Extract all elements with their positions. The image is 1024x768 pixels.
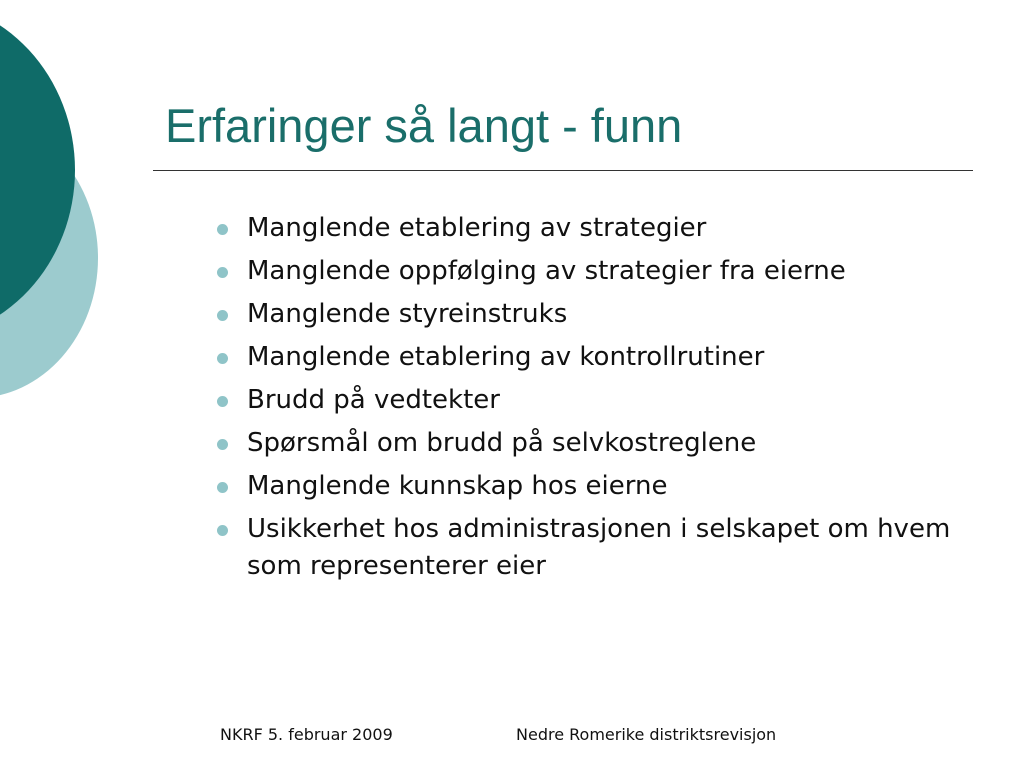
bullet-item	[216, 382, 956, 419]
bullet-list	[216, 210, 956, 591]
slide-title: Erfaringer så langt - funn	[165, 99, 683, 152]
bullet-dot-icon	[217, 224, 228, 235]
bullet-dot-icon	[217, 439, 228, 450]
footer-date: NKRF 5. februar 2009	[220, 725, 393, 744]
bullet-item	[216, 296, 956, 333]
bullet-text: Manglende etablering av strategier	[247, 213, 707, 243]
bullet-item	[216, 253, 956, 290]
bullet-text: Manglende oppfølging av strategier fra eierne	[247, 256, 846, 286]
bullet-text: Brudd på vedtekter	[247, 385, 500, 415]
bullet-text: Manglende styreinstruks	[247, 299, 568, 329]
footer-organization: Nedre Romerike distriktsrevisjon	[516, 725, 777, 744]
title-divider	[153, 170, 973, 171]
bullet-text: Manglende etablering av kontrollrutiner	[247, 342, 765, 372]
bullet-text: Usikkerhet hos administrasjonen i selskapet om hvem som representerer eier	[247, 514, 951, 581]
bullet-item	[216, 425, 956, 462]
bullet-dot-icon	[217, 267, 228, 278]
bullet-item	[216, 468, 956, 505]
bullet-item	[216, 511, 956, 585]
bullet-dot-icon	[217, 310, 228, 321]
bullet-dot-icon	[217, 396, 228, 407]
bullet-text: Spørsmål om brudd på selvkostreglene	[247, 428, 757, 458]
bullet-dot-icon	[217, 353, 228, 364]
bullet-text: Manglende kunnskap hos eierne	[247, 471, 668, 501]
bullet-item	[216, 210, 956, 247]
bullet-dot-icon	[217, 525, 228, 536]
bullet-item	[216, 339, 956, 376]
decorative-circles	[0, 0, 110, 410]
bullet-dot-icon	[217, 482, 228, 493]
